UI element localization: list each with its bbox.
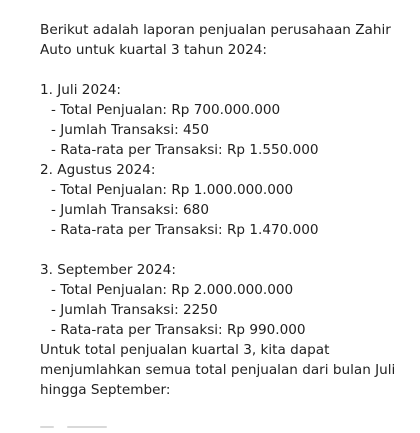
august-transactions: - Jumlah Transaksi: 680 [51, 202, 209, 218]
august-total-sales: - Total Penjualan: Rp 1.000.000.000 [51, 182, 294, 198]
blank-line [40, 240, 400, 260]
intro-line-2: Auto untuk kuartal 3 tahun 2024: [40, 42, 267, 58]
september-average: - Rata-rata per Transaksi: Rp 990.000 [51, 322, 306, 338]
august-average: - Rata-rata per Transaksi: Rp 1.470.000 [51, 222, 319, 238]
blank-line [40, 60, 400, 80]
september-transactions: - Jumlah Transaksi: 2250 [51, 302, 218, 318]
outro-line-3: hingga September: [40, 382, 171, 398]
intro-line-1: Berikut adalah laporan penjualan perusahaan Zahir [40, 22, 391, 38]
chat-message [40, 20, 400, 400]
july-total-sales: - Total Penjualan: Rp 700.000.000 [51, 102, 281, 118]
outro-line-2: menjumlahkan semua total penjualan dari bulan Juli [40, 362, 396, 378]
month-heading-september: 3. September 2024: [40, 262, 176, 278]
july-transactions: - Jumlah Transaksi: 450 [51, 122, 209, 138]
clipped-text-fragment [40, 426, 54, 428]
september-total-sales: - Total Penjualan: Rp 2.000.000.000 [51, 282, 294, 298]
clipped-text-fragment [67, 426, 107, 428]
july-average: - Rata-rata per Transaksi: Rp 1.550.000 [51, 142, 319, 158]
clipped-next-line [40, 413, 160, 433]
month-heading-august: 2. Agustus 2024: [40, 162, 156, 178]
outro-line-1: Untuk total penjualan kuartal 3, kita dapat [40, 342, 330, 358]
month-heading-july: 1. Juli 2024: [40, 82, 121, 98]
